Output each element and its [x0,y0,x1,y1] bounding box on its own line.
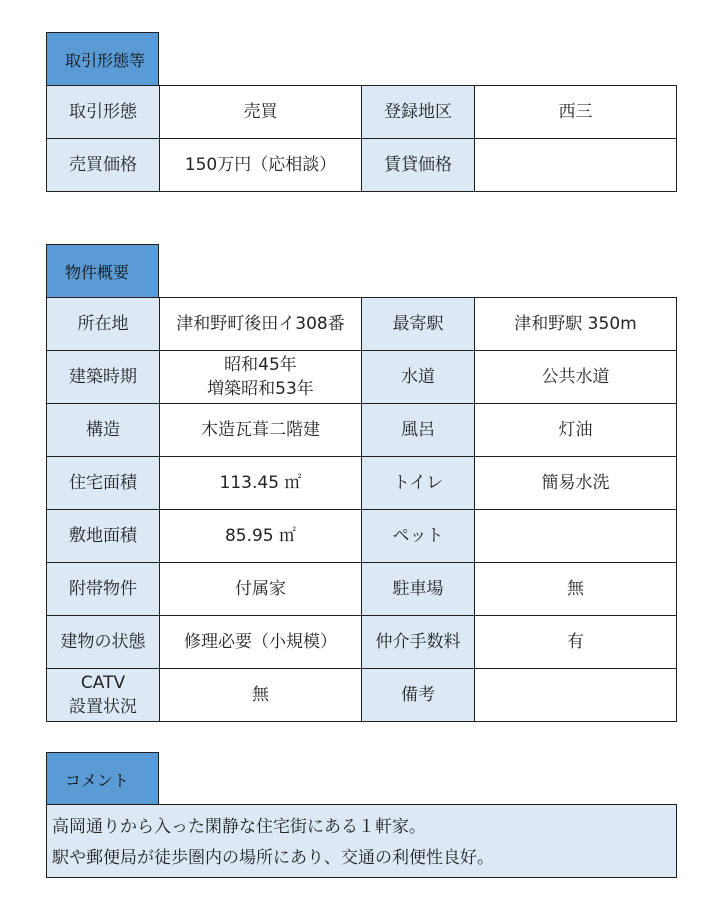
field-label: 仲介手数料 [362,616,475,669]
table-row [47,351,677,404]
section-header-transaction: 取引形態等 [46,32,159,85]
field-value [475,510,677,563]
field-value: 付属家 [160,563,362,616]
comment-line-1: 高岡通りから入った閑静な住宅街にある１軒家。 [52,817,426,837]
field-label: ペット [362,510,475,563]
table-row [47,616,677,669]
field-label: 構造 [47,404,160,457]
table-row [47,404,677,457]
field-label: 附帯物件 [47,563,160,616]
comment-line-2: 駅や郵便局が徒歩圏内の場所にあり、交通の利便性良好。 [52,848,494,868]
field-value: 灯油 [475,404,677,457]
table-row [47,86,677,139]
field-label: 敷地面積 [47,510,160,563]
comment-box [46,804,677,878]
field-value: 113.45 ㎡ [160,457,362,510]
field-value: 公共水道 [475,351,677,404]
field-label: 駐車場 [362,563,475,616]
field-label: 建築時期 [47,351,160,404]
table-row [47,563,677,616]
field-value: 有 [475,616,677,669]
field-value: 簡易水洗 [475,457,677,510]
field-value: 津和野駅 350m [475,298,677,351]
table-row [47,669,677,722]
field-label: 水道 [362,351,475,404]
field-label: 最寄駅 [362,298,475,351]
section-header-property-overview: 物件概要 [46,244,159,297]
section-header-comment: コメント [46,752,159,805]
table-row [47,139,677,192]
field-value [475,669,677,722]
table-row [47,510,677,563]
field-label: 賃貸価格 [362,139,475,192]
field-value: 津和野町後田イ308番 [160,298,362,351]
field-value: 売買 [160,86,362,139]
field-label: 風呂 [362,404,475,457]
field-label: 取引形態 [47,86,160,139]
field-label: 売買価格 [47,139,160,192]
field-value: 150万円（応相談） [160,139,362,192]
table-row [47,457,677,510]
field-value: 無 [160,669,362,722]
field-value: 西三 [475,86,677,139]
field-label: 建物の状態 [47,616,160,669]
field-label: 住宅面積 [47,457,160,510]
field-value: 85.95 ㎡ [160,510,362,563]
field-label: CATV 設置状況 [47,669,160,722]
field-value: 木造瓦葺二階建 [160,404,362,457]
field-value [475,139,677,192]
transaction-table [46,85,677,192]
field-value: 修理必要（小規模） [160,616,362,669]
field-value: 無 [475,563,677,616]
field-label: 備考 [362,669,475,722]
field-value: 昭和45年 増築昭和53年 [160,351,362,404]
property-overview-table [46,297,677,722]
field-label: トイレ [362,457,475,510]
field-label: 所在地 [47,298,160,351]
field-label: 登録地区 [362,86,475,139]
table-row [47,298,677,351]
